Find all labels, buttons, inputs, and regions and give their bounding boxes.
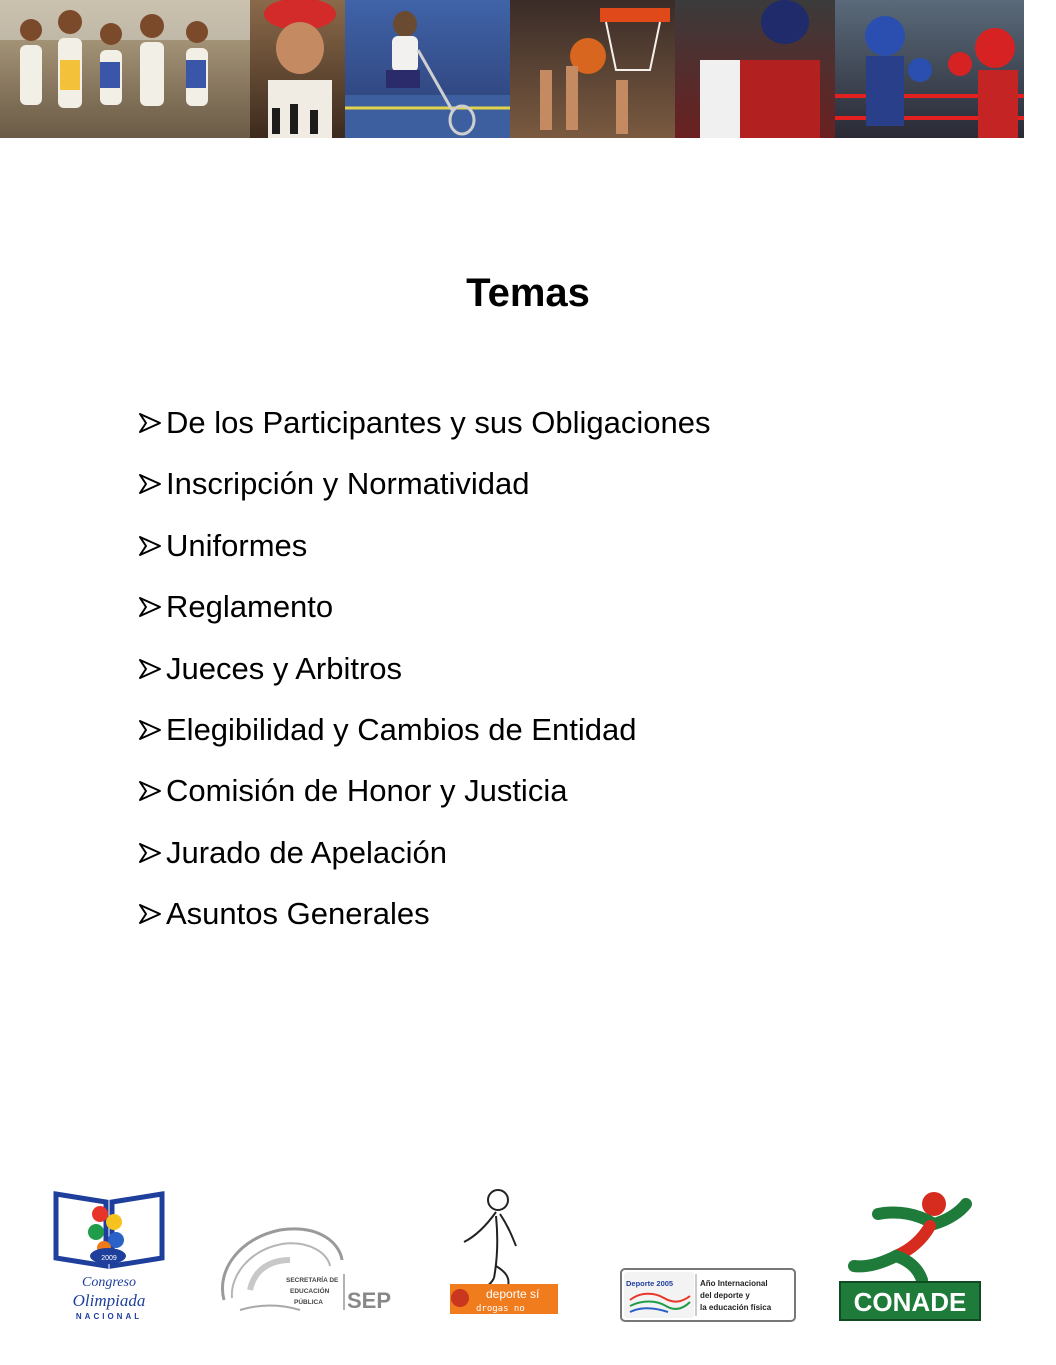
arrow-bullet-icon [138,461,166,507]
conade-logo [838,1190,984,1326]
slide-title: Temas [466,271,590,315]
sports-photo-banner [0,0,1024,138]
topic-label: Jueces y Arbitros [166,650,403,686]
arrow-bullet-icon [138,646,166,692]
arrow-bullet-icon [138,707,166,753]
arrow-bullet-icon [138,891,166,937]
deporte-si-drogas-no-logo [446,1186,558,1316]
list-item [138,584,710,645]
list-item [138,646,710,707]
anio-internacional-logo [620,1268,796,1324]
topic-label: De los Participantes y sus Obligaciones [166,405,711,440]
list-item [138,707,710,768]
topic-label: Asuntos Generales [166,896,430,932]
sports-photo-collage [0,0,1024,138]
congreso-olimpiada-logo [50,1188,168,1324]
arrow-bullet-icon [138,400,166,446]
svg-text:SECRETARÍA DE: SECRETARÍA DE [286,1277,339,1284]
topics-list [138,400,710,953]
svg-text:Congreso: Congreso [82,1275,136,1290]
arrow-bullet-icon [138,584,166,630]
svg-text:deporte sí: deporte sí [486,1287,540,1301]
svg-text:drogas no: drogas no [476,1304,525,1314]
arrow-bullet-icon [138,830,166,876]
svg-text:SEP: SEP [347,1288,392,1313]
svg-text:PÚBLICA: PÚBLICA [294,1299,323,1306]
svg-text:2009: 2009 [101,1255,117,1262]
list-item [138,400,710,461]
svg-text:la educación física: la educación física [700,1303,772,1312]
svg-text:EDUCACIÓN: EDUCACIÓN [290,1288,330,1295]
arrow-bullet-icon [138,523,166,569]
svg-text:CONADE: CONADE [853,1287,967,1317]
list-item [138,768,710,829]
list-item [138,891,710,952]
topic-label: Jurado de Apelación [166,834,447,870]
svg-text:Año Internacional: Año Internacional [700,1279,768,1288]
svg-text:Olimpiada: Olimpiada [72,1291,146,1310]
list-item [138,523,710,584]
list-item [138,830,710,891]
topic-label: Inscripción y Normatividad [166,466,530,502]
arrow-bullet-icon [138,768,166,814]
topic-label: Uniformes [166,527,308,563]
list-item [138,461,710,522]
topic-label: Elegibilidad y Cambios de Entidad [166,711,637,747]
svg-text:Deporte 2005: Deporte 2005 [626,1279,674,1288]
topic-label: Reglamento [166,589,334,625]
svg-text:del deporte y: del deporte y [700,1291,750,1300]
topic-label: Comisión de Honor y Justicia [166,773,568,809]
svg-text:NACIONAL: NACIONAL [75,1312,143,1321]
sep-logo [210,1220,392,1315]
